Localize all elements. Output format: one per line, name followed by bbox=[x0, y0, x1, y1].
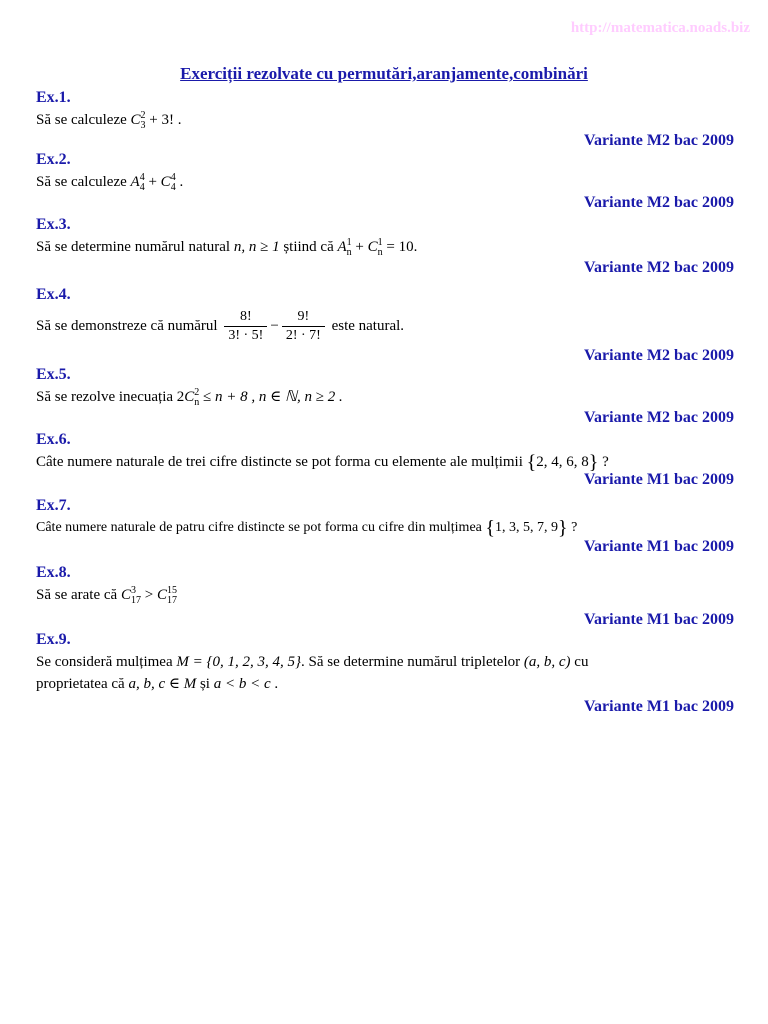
index-stack bbox=[167, 586, 177, 606]
exercise-source: Variante M2 bac 2009 bbox=[583, 132, 734, 149]
statement-text: + bbox=[355, 239, 364, 255]
left-brace: { bbox=[485, 517, 495, 539]
combination-symbol: C bbox=[160, 174, 171, 190]
exercise-source: Variante M1 bac 2009 bbox=[583, 611, 734, 628]
superscript: 2 bbox=[194, 386, 200, 398]
statement-text: și bbox=[199, 676, 210, 692]
exercise-statement bbox=[36, 236, 736, 258]
arrangement-symbol: A bbox=[337, 239, 347, 255]
exercise-3 bbox=[36, 215, 736, 278]
exercise-statement bbox=[36, 109, 736, 131]
superscript: 4 bbox=[170, 171, 176, 183]
statement-text: . bbox=[274, 676, 279, 692]
index-stack bbox=[140, 173, 145, 193]
subscript: 17 bbox=[130, 594, 141, 606]
index-stack bbox=[141, 111, 146, 131]
index-stack bbox=[194, 388, 199, 408]
exercise-2 bbox=[36, 150, 736, 213]
statement-text: Câte numere naturale de patru cifre distincte se pot forma cu cifre din mulțimea bbox=[36, 520, 482, 536]
fraction-denominator: 2! · 7! bbox=[285, 328, 321, 344]
index-stack bbox=[378, 238, 383, 258]
index-stack bbox=[171, 173, 176, 193]
exercise-label: Ex.3. bbox=[36, 216, 71, 233]
statement-text: ? bbox=[602, 454, 609, 470]
subscript: n bbox=[377, 246, 383, 258]
exercise-1 bbox=[36, 88, 736, 151]
exercise-source: Variante M1 bac 2009 bbox=[583, 470, 734, 488]
left-brace: { bbox=[526, 451, 537, 474]
statement-text: > bbox=[144, 587, 154, 603]
exercise-statement bbox=[36, 651, 736, 695]
statement-text: știind că bbox=[283, 239, 334, 255]
subscript: n bbox=[346, 246, 352, 258]
exercise-label: Ex.6. bbox=[36, 431, 71, 448]
exercise-statement bbox=[36, 517, 736, 539]
statement-text: proprietatea că bbox=[36, 676, 125, 692]
exercise-8 bbox=[36, 563, 736, 630]
statement-text: este natural. bbox=[331, 318, 405, 334]
exercise-label: Ex.1. bbox=[36, 89, 71, 106]
fraction bbox=[282, 308, 325, 345]
exercise-7 bbox=[36, 496, 736, 557]
statement-text: Să se rezolve inecuația bbox=[36, 389, 174, 405]
exercise-label: Ex.4. bbox=[36, 286, 71, 303]
exercise-source: Variante M1 bac 2009 bbox=[583, 538, 734, 556]
fraction bbox=[224, 308, 267, 345]
superscript: 2 bbox=[140, 109, 146, 121]
page-title: Exerciții rezolvate cu permutări,aranjamente,combinări bbox=[180, 64, 588, 83]
combination-symbol: C bbox=[156, 587, 167, 603]
statement-text: Să se calculeze bbox=[36, 112, 127, 128]
math-expression: a < b < c bbox=[213, 676, 271, 692]
math-expression: a, b, c ∈ M bbox=[128, 676, 197, 692]
exercise-source: Variante M2 bac 2009 bbox=[583, 259, 734, 276]
subscript: n bbox=[194, 396, 200, 408]
minus-sign: − bbox=[270, 318, 279, 334]
arrangement-symbol: A bbox=[130, 174, 140, 190]
exercise-label: Ex.8. bbox=[36, 564, 71, 581]
statement-text: Câte numere naturale de trei cifre distincte se pot forma cu elemente ale mulțimii bbox=[36, 454, 523, 470]
right-brace: } bbox=[557, 517, 568, 539]
exercise-4 bbox=[36, 285, 736, 366]
exercise-statement bbox=[36, 306, 736, 346]
subscript: 17 bbox=[166, 594, 177, 606]
statement-text: + 3! . bbox=[149, 112, 182, 128]
fraction-numerator: 8! bbox=[224, 308, 267, 327]
statement-text: = 10. bbox=[386, 239, 418, 255]
superscript: 15 bbox=[166, 584, 177, 596]
statement-text: + bbox=[148, 174, 157, 190]
superscript: 1 bbox=[377, 236, 383, 248]
subscript: 3 bbox=[140, 119, 146, 131]
statement-text: Se consideră mulțimea bbox=[36, 654, 173, 670]
set-elements: 2, 4, 6, 8 bbox=[536, 454, 589, 470]
exercise-statement bbox=[36, 584, 736, 606]
math-expression: (a, b, c) bbox=[523, 654, 571, 670]
exercise-source: Variante M2 bac 2009 bbox=[583, 409, 734, 426]
math-expression: n, n ≥ 1 bbox=[233, 239, 280, 255]
fraction-numerator: 9! bbox=[282, 308, 325, 327]
statement-text: Să se determine numărul natural bbox=[36, 239, 231, 255]
index-stack bbox=[347, 238, 352, 258]
exercise-statement bbox=[36, 171, 736, 193]
coefficient: 2 bbox=[176, 389, 185, 405]
exercise-6 bbox=[36, 430, 736, 490]
superscript: 1 bbox=[346, 236, 352, 248]
exercise-9 bbox=[36, 630, 736, 717]
statement-text: Să se demonstreze că numărul bbox=[36, 318, 218, 334]
exercise-source: Variante M2 bac 2009 bbox=[583, 347, 734, 364]
fraction-denominator: 3! · 5! bbox=[228, 328, 264, 344]
statement-text: Să se arate că bbox=[36, 587, 118, 603]
statement-text: . Să se determine numărul tripletelor bbox=[301, 654, 521, 670]
subscript: 4 bbox=[139, 181, 145, 193]
superscript: 3 bbox=[130, 584, 136, 596]
exercise-5 bbox=[36, 365, 736, 428]
math-expression: M = {0, 1, 2, 3, 4, 5} bbox=[176, 654, 302, 670]
statement-text: Să se calculeze bbox=[36, 174, 127, 190]
statement-text: ? bbox=[571, 520, 578, 536]
combination-symbol: C bbox=[367, 239, 378, 255]
exercise-label: Ex.5. bbox=[36, 366, 71, 383]
combination-symbol: C bbox=[130, 112, 141, 128]
exercise-label: Ex.7. bbox=[36, 497, 71, 514]
math-expression: ≤ n + 8 , n ∈ ℕ, n ≥ 2 . bbox=[203, 389, 343, 405]
statement-text: cu bbox=[574, 654, 589, 670]
superscript: 4 bbox=[139, 171, 145, 183]
statement-text: . bbox=[179, 174, 184, 190]
exercise-source: Variante M2 bac 2009 bbox=[583, 194, 734, 211]
exercise-source: Variante M1 bac 2009 bbox=[583, 698, 734, 715]
combination-symbol: C bbox=[184, 389, 195, 405]
site-url[interactable]: http://matematica.noads.biz bbox=[570, 20, 750, 36]
right-brace: } bbox=[588, 451, 599, 474]
exercise-label: Ex.2. bbox=[36, 151, 71, 168]
exercise-statement bbox=[36, 386, 736, 408]
subscript: 4 bbox=[170, 181, 176, 193]
index-stack bbox=[131, 586, 141, 606]
exercise-label: Ex.9. bbox=[36, 631, 71, 648]
combination-symbol: C bbox=[120, 587, 131, 603]
set-elements: 1, 3, 5, 7, 9 bbox=[494, 520, 558, 536]
